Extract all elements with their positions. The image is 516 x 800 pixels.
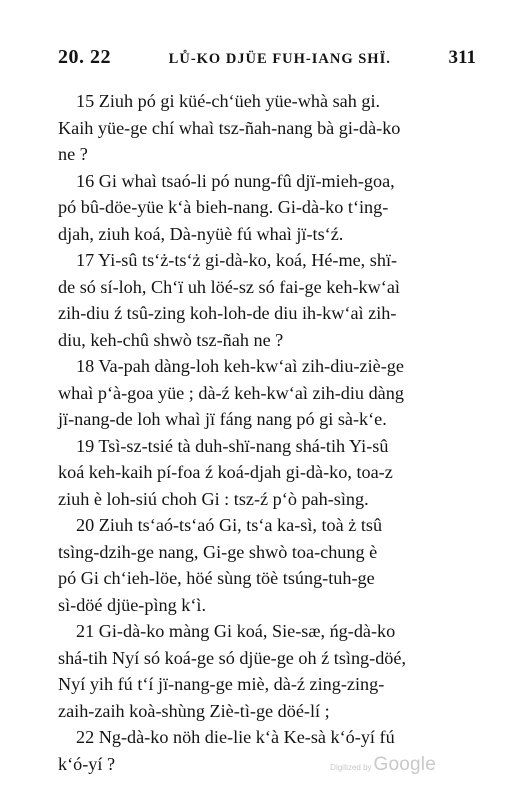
verse-line: zaih-zaih koà-shùng Ziè-tì-ge döé-lí ; [58,700,330,721]
verse-line: 21 Gi-dà-ko màng Gi koá, Sie-sæ, ńg-dà-ko [76,621,396,641]
verse-paragraph [58,618,470,724]
verse-paragraph [58,353,470,433]
verse-line: shá-tih Nyí só koá-ge só djüe-ge oh ź tsìng-döé, [58,647,407,668]
verse-line: sì-döé djüe-pìng k‘ì. [58,594,206,615]
verse-line: whaì p‘à-goa yüe ; dà-ź keh-kw‘aì zih-diu dàng [58,382,404,403]
verse-line: k‘ó-yí ? [58,753,116,774]
verse-line: pó bû-döe-yüe k‘à bieh-nang. Gi-dà-ko t‘ing- [58,197,389,217]
verse-line: de só sí-loh, Ch‘ï uh löé-sz só fai-ge keh-kw‘aì [58,276,400,297]
verse-line: 18 Va-pah dàng-loh keh-kw‘aì zih-diu-ziè-ge [76,356,404,376]
verse-line: Kaih yüe-ge chí whaì tsz-ñah-nang bà gi-dà-ko [58,117,401,138]
verse-line: 22 Ng-dà-ko nöh die-lie k‘à Ke-sà k‘ó-yí fú [76,727,395,747]
verse-line: zih-diu ź tsû-zing koh-loh-de diu ih-kw‘aì zih- [58,303,397,323]
verse-line: pó Gi ch‘ieh-löe, höé sùng töè tsúng-tuh-ge [58,568,375,588]
verse-text-block [58,88,470,777]
verse-line: diu, keh-chû shwò tsz-ñah ne ? [58,329,284,350]
verse-paragraph [58,168,470,248]
verse-line: 20 Ziuh ts‘aó-ts‘aó Gi, ts‘a ka-sì, toà ż tsû [76,515,383,535]
watermark-prefix: Digitized by [330,763,372,772]
verse-paragraph [58,247,470,353]
verse-line: 15 Ziuh pó gi küé-ch‘üeh yüe-whà sah gi. [76,91,381,111]
verse-line: ziuh è loh-siú choh Gi : tsz-ź p‘ò pah-sìng. [58,488,369,509]
book-title: LŮ-KO DJÜE FUH-IANG SHÏ. [168,51,391,67]
verse-paragraph [58,512,470,618]
verse-line: jï-nang-de loh whaì jï fáng nang pó gi sà-k‘e. [58,409,387,429]
verse-line: 16 Gi whaì tsaó-li pó nung-fû djï-mieh-goa, [76,170,395,191]
verse-line: Nyí yih fú t‘í jï-nang-ge miè, dà-ź zing-zing- [58,674,385,694]
running-head [58,46,476,72]
verse-paragraph [58,88,470,168]
chapter-verse-range: 20. 22 [58,46,111,68]
google-logo: Google [373,754,436,775]
verse-line: ne ? [58,144,88,164]
digitized-watermark [330,754,436,776]
verse-paragraph [58,433,470,513]
verse-line: tsìng-dzih-ge nang, Gi-ge shwò toa-chung è [58,541,378,562]
verse-line: 17 Yi-sû ts‘ż-ts‘ż gi-dà-ko, koá, Hé-me, shï- [76,250,398,270]
page-number: 311 [448,47,476,68]
verse-line: djah, ziuh koá, Dà-nyüè fú whaì jï-ts‘ź. [58,223,344,244]
verse-line: koá keh-kaih pí-foa ź koá-djah gi-dà-ko, toa-z [58,462,393,482]
verse-line: 19 Tsì-sz-tsié tà duh-shï-nang shá-tih Yi-sû [76,435,389,456]
